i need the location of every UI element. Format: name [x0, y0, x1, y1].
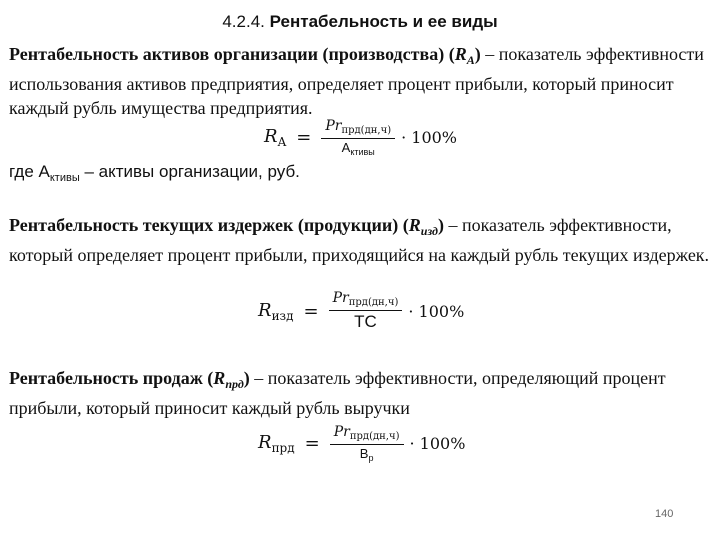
formula3-denominator: В — [359, 446, 369, 461]
symbol-rprd-sub: прд — [225, 377, 244, 391]
formula3-numerator-sub: прд(дн,ч) — [349, 431, 400, 442]
term-close-2: ) — [437, 215, 444, 235]
formula1-denominator: А — [341, 140, 351, 155]
definition-costs-return: – показатель эффективности, который определяет процент прибыли, приходящийся на каждый рубль текущих издержек. — [9, 215, 710, 265]
formula1-numerator-sub: прд(дн,ч) — [341, 125, 392, 136]
formula3-lhs: R — [258, 432, 272, 453]
title-number: 4.2.4. — [222, 12, 265, 31]
formula2-lhs: R — [258, 299, 272, 321]
paragraph-assets-return — [9, 42, 711, 120]
definition-assets-return: – показатель эффективности использования активов предприятия, определяет процент прибыли, который приносит каждый рубль имущества предприятия. — [9, 44, 704, 118]
definition-sales-return: – показатель эффективности, определяющий процент прибыли, который приносит каждый рубль выручки — [9, 368, 666, 418]
symbol-ra: R — [454, 44, 467, 64]
where-text: – активы организации, руб. — [79, 162, 300, 181]
symbol-rizd-sub: изд — [420, 224, 438, 238]
formula1-multiplier: · 100% — [401, 128, 458, 147]
paragraph-costs-return — [9, 213, 711, 267]
formula2-lhs-sub: изд — [271, 308, 294, 323]
formula-sales-return — [258, 424, 465, 463]
where-prefix: где А — [9, 162, 50, 181]
formula1-fraction — [321, 118, 395, 157]
term-costs-return: Рентабельность текущих издержек (продукции) ( — [9, 215, 409, 235]
formula3-denominator-sub: р — [368, 453, 374, 463]
paragraph-sales-return — [9, 366, 711, 420]
formula-assets-return — [264, 118, 457, 157]
formula2-equals: = — [303, 300, 319, 322]
formula1-numerator: Pr — [325, 118, 342, 134]
symbol-ra-sub: A — [466, 53, 475, 67]
formula2-numerator: Pr — [332, 290, 349, 306]
symbol-rprd: R — [213, 368, 226, 388]
formula2-multiplier: · 100% — [408, 301, 465, 321]
term-close-3: ) — [243, 368, 250, 388]
formula2-fraction — [329, 290, 403, 332]
slide-title — [0, 12, 720, 32]
term-sales-return: Рентабельность продаж ( — [9, 368, 214, 388]
formula3-fraction — [330, 424, 404, 463]
where-note — [9, 162, 300, 184]
formula1-denominator-sub: ктивы — [350, 147, 375, 157]
formula2-numerator-sub: прд(дн,ч) — [348, 297, 399, 308]
where-sub: ктивы — [49, 172, 80, 184]
formula3-equals: = — [304, 433, 320, 454]
formula3-multiplier: · 100% — [409, 434, 466, 453]
title-text: Рентабельность и ее виды — [269, 12, 498, 31]
formula1-equals: = — [296, 127, 312, 148]
term-assets-return: Рентабельность активов организации (производства) ( — [9, 44, 455, 64]
symbol-rizd: R — [408, 215, 421, 235]
formula1-lhs: R — [264, 126, 278, 147]
formula-costs-return — [258, 290, 464, 332]
formula3-numerator: Pr — [333, 424, 350, 440]
formula1-lhs-sub: A — [277, 135, 287, 149]
formula2-denominator: ТС — [354, 312, 377, 331]
formula3-lhs-sub: прд — [271, 441, 295, 455]
page-number: 140 — [655, 508, 674, 520]
term-close-1: ) — [474, 44, 481, 64]
